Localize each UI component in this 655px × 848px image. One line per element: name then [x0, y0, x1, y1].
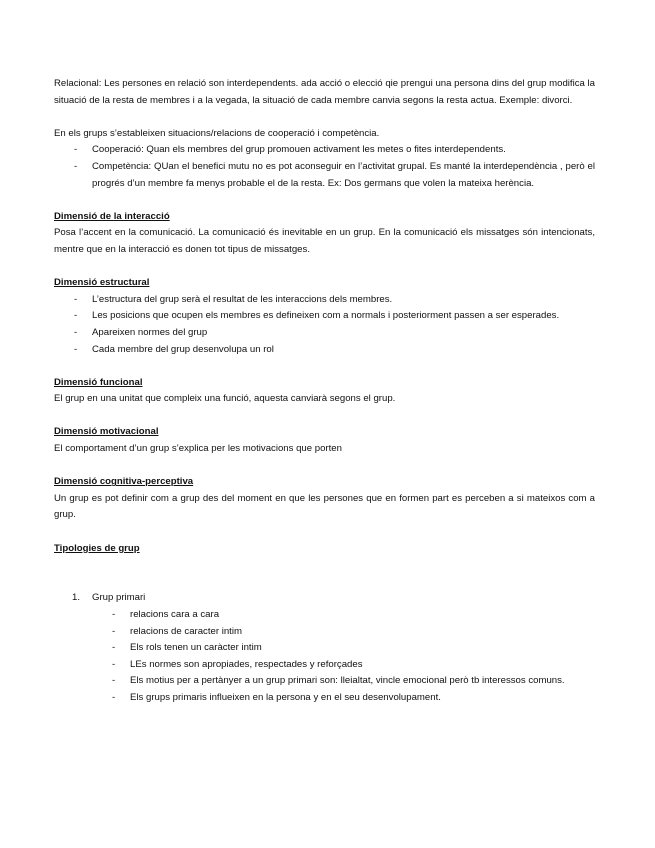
group-label: Grup primari [92, 592, 146, 604]
heading-funcional: Dimensió funcional [54, 376, 143, 388]
tipologies-list [54, 590, 595, 706]
numbered-item: 1. Grup primari - relacions cara a cara - relacions de caracter intim - Els rols tenen un caràcter intim - LEs normes son apropiades, respectades y reforçades - Els motius per a pertànyer a un grup primari son: lleialtat, vincle emocional però tb interessos comuns. - Els grups primaris influeixen en la persona y en el seu desenvolupament. [72, 590, 595, 706]
cooperation-intro: En els grups s’estableixen situacions/relacions de cooperació i competència. [54, 127, 380, 139]
heading-tipologies: Tipologies de grup [54, 542, 140, 554]
relacional-paragraph: Relacional: Les persones en relació son interdependents. ada acció o elecció qie prengui una persona dins del grup modifica la situació de la resta de membres i a la vegada, la situació de cada membre canvia segons la resta actua. Exemple: divorci. [54, 78, 595, 106]
cooperation-list [54, 142, 595, 192]
list-item: - relacions cara a cara [112, 609, 220, 620]
list-item: - Cooperació: Quan els membres del grup promouen activament les metes o fites interdependents. [74, 144, 506, 156]
heading-interaccio: Dimensió de la interacció [54, 210, 170, 222]
heading-estructural: Dimensió estructural [54, 277, 150, 289]
primari-list [92, 607, 595, 707]
list-item: - Les posicions que ocupen els membres es defineixen com a normals i posteriorment passen a ser esperades. [74, 310, 560, 322]
list-item: - Els motius per a pertànyer a un grup primari son: lleialtat, vincle emocional però tb interessos comuns. [112, 675, 565, 687]
interaccio-text: Posa l’accent en la comunicació. La comunicació és inevitable en un grup. En la comunicació els missatges són intencionats, mentre que en la interacció es donen tot tipus de missatges. [54, 227, 595, 255]
heading-cognitiva: Dimensió cognitiva-perceptiva [54, 476, 194, 488]
cognitiva-text: Un grup es pot definir com a grup des del moment en que les persones que en formen part es perceben a si mateixos com a grup. [54, 492, 595, 521]
list-item: - Cada membre del grup desenvolupa un rol [74, 343, 274, 355]
document-body [54, 76, 595, 707]
motivacional-text: El comportament d’un grup s’explica per les motivacions que porten [54, 443, 342, 455]
funcional-text: El grup en una unitat que compleix una funció, aquesta canviarà segons el grup. [54, 393, 396, 405]
estructural-list [54, 292, 595, 358]
list-item: - relacions de caracter intim [112, 625, 242, 637]
list-item: - Els rols tenen un caràcter intim [112, 642, 262, 654]
list-item: - L’estructura del grup serà el resultat de les interaccions dels membres. [74, 293, 393, 305]
list-item: - Apareixen normes del grup [74, 326, 208, 338]
list-item: - Competència: QUan el benefici mutu no es pot aconseguir en l’activitat grupal. Es manté la interdependència , però el progrés d’un membre fa menys probable el de la resta. Ex: Dos germans que volen la mateixa herència. [74, 160, 595, 189]
list-item: - LEs normes son apropiades, respectades y reforçades [112, 658, 363, 670]
list-item: - Els grups primaris influeixen en la persona y en el seu desenvolupament. [112, 691, 441, 703]
heading-motivacional: Dimensió motivacional [54, 426, 159, 438]
